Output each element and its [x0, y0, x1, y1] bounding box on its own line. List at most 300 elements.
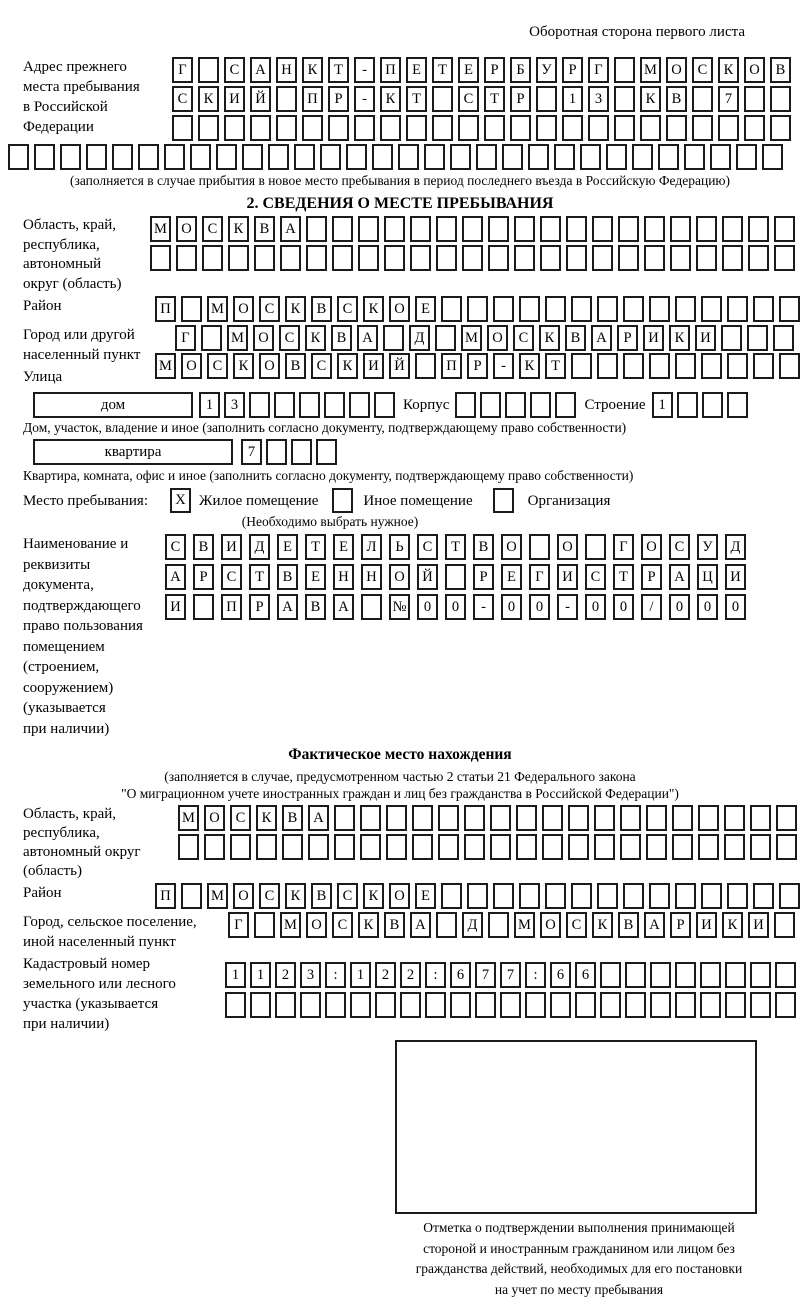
char-cell: [254, 245, 275, 271]
label-line: иной населенный пункт: [23, 932, 228, 952]
char-cell: -: [493, 353, 514, 379]
char-cell: [435, 325, 456, 351]
char-cell: [400, 992, 421, 1018]
char-cell: П: [441, 353, 462, 379]
char-cell: Т: [249, 564, 270, 590]
char-cell: [181, 883, 202, 909]
char-cell: Т: [406, 86, 427, 112]
char-cell: 3: [300, 962, 321, 988]
rayon-row: [155, 296, 800, 322]
char-cell: Е: [333, 534, 354, 560]
char-cell: [320, 144, 341, 170]
char-cell: И: [165, 594, 186, 620]
char-cell: Р: [249, 594, 270, 620]
char-cell: [516, 834, 537, 860]
char-cell: Е: [277, 534, 298, 560]
char-cell: [254, 912, 275, 938]
char-cell: [545, 296, 566, 322]
char-cell: А: [250, 57, 271, 83]
char-cell: [594, 834, 615, 860]
char-cell: [675, 962, 696, 988]
kvartira-line: [33, 439, 800, 465]
char-cell: Т: [484, 86, 505, 112]
char-cell: 3: [588, 86, 609, 112]
char-cell: Н: [276, 57, 297, 83]
residence-type-field: [23, 488, 800, 513]
char-cell: [620, 834, 641, 860]
char-cell: [172, 115, 193, 141]
char-cell: -: [354, 57, 375, 83]
char-cell: У: [697, 534, 718, 560]
char-cell: С: [259, 883, 280, 909]
char-cell: [510, 115, 531, 141]
label-line: земельного или лесного: [23, 974, 225, 994]
char-cell: О: [557, 534, 578, 560]
actual-rayon-row: [155, 883, 800, 909]
char-cell: [614, 115, 635, 141]
char-cell: [623, 296, 644, 322]
char-cell: [519, 296, 540, 322]
char-cell: [606, 144, 627, 170]
char-cell: [585, 534, 606, 560]
char-cell: О: [744, 57, 765, 83]
char-cell: Л: [361, 534, 382, 560]
char-cell: [374, 392, 395, 418]
char-cell: [493, 883, 514, 909]
char-cell: [779, 883, 800, 909]
char-cell: [176, 245, 197, 271]
char-cell: И: [748, 912, 769, 938]
char-cell: Й: [417, 564, 438, 590]
char-cell: 0: [529, 594, 550, 620]
char-cell: [623, 353, 644, 379]
char-cell: [450, 992, 471, 1018]
char-cell: [350, 992, 371, 1018]
char-cell: В: [384, 912, 405, 938]
char-cell: [505, 392, 526, 418]
char-cell: [204, 834, 225, 860]
char-cell: [334, 805, 355, 831]
char-cell: -: [473, 594, 494, 620]
char-cell: [455, 392, 476, 418]
char-cell: [372, 144, 393, 170]
label-line: Отметка о подтверждении выполнения принимающей: [393, 1218, 765, 1239]
char-cell: Г: [228, 912, 249, 938]
char-cell: [644, 216, 665, 242]
prev-address-row-3: [172, 115, 791, 141]
page-header-note: Оборотная сторона первого листа: [0, 24, 800, 41]
char-cell: М: [150, 216, 171, 242]
actual-gorod-field: [23, 912, 800, 952]
char-cell: [438, 834, 459, 860]
gorod-row: [175, 325, 794, 351]
char-cell: В: [305, 594, 326, 620]
char-cell: [242, 144, 263, 170]
char-cell: [332, 216, 353, 242]
char-cell: [571, 296, 592, 322]
char-cell: [280, 245, 301, 271]
char-cell: [467, 296, 488, 322]
actual-oblast-label: [23, 805, 178, 881]
char-cell: [640, 115, 661, 141]
kadastr-row-1: [225, 962, 796, 988]
dom-number-row: [199, 392, 395, 418]
char-cell: К: [305, 325, 326, 351]
char-cell: [216, 144, 237, 170]
char-cell: С: [221, 564, 242, 590]
char-cell: [675, 883, 696, 909]
rayon-field: [23, 296, 800, 322]
char-cell: [762, 144, 783, 170]
char-cell: К: [519, 353, 540, 379]
char-cell: [112, 144, 133, 170]
label-line: Область, край,: [23, 805, 178, 824]
char-cell: [625, 962, 646, 988]
label-line: республика,: [23, 236, 150, 256]
char-cell: [291, 439, 312, 465]
char-cell: [776, 834, 797, 860]
char-cell: [770, 115, 791, 141]
char-cell: [649, 296, 670, 322]
char-cell: [488, 245, 509, 271]
label-line: при наличии): [23, 1014, 225, 1034]
char-cell: О: [641, 534, 662, 560]
char-cell: [502, 144, 523, 170]
char-cell: [164, 144, 185, 170]
char-cell: О: [487, 325, 508, 351]
korpus-row: [455, 392, 576, 418]
char-cell: [700, 992, 721, 1018]
char-cell: О: [181, 353, 202, 379]
stamp-caption: [393, 1218, 765, 1300]
char-cell: К: [363, 296, 384, 322]
char-cell: А: [357, 325, 378, 351]
char-cell: [700, 962, 721, 988]
char-cell: 0: [669, 594, 690, 620]
char-cell: Е: [501, 564, 522, 590]
char-cell: [779, 353, 800, 379]
char-cell: [775, 992, 796, 1018]
char-cell: [441, 883, 462, 909]
char-cell: 0: [501, 594, 522, 620]
char-cell: Т: [432, 57, 453, 83]
char-cell: [432, 86, 453, 112]
char-cell: [696, 245, 717, 271]
actual-oblast-field: [23, 805, 800, 881]
char-cell: А: [165, 564, 186, 590]
label-line: Адрес прежнего: [23, 57, 172, 77]
kadastr-field: [23, 954, 800, 1034]
char-cell: С: [692, 57, 713, 83]
document-label: [23, 534, 165, 739]
char-cell: [8, 144, 29, 170]
char-cell: [597, 296, 618, 322]
char-cell: Р: [510, 86, 531, 112]
char-cell: В: [311, 296, 332, 322]
char-cell: [484, 115, 505, 141]
residence-type-option-zhiloe-label: Жилое помещение: [199, 492, 318, 510]
char-cell: [675, 353, 696, 379]
prev-address-note: (заполняется в случае прибытия в новое место пребывания в период последнего въезда в Российскую Федерацию): [0, 173, 800, 189]
char-cell: №: [389, 594, 410, 620]
char-cell: [722, 245, 743, 271]
char-cell: [588, 115, 609, 141]
char-cell: [445, 564, 466, 590]
char-cell: [436, 216, 457, 242]
char-cell: [753, 353, 774, 379]
char-cell: О: [389, 883, 410, 909]
char-cell: [650, 962, 671, 988]
char-cell: В: [331, 325, 352, 351]
char-cell: [306, 216, 327, 242]
char-cell: 7: [500, 962, 521, 988]
char-cell: Й: [250, 86, 271, 112]
char-cell: [384, 216, 405, 242]
char-cell: И: [224, 86, 245, 112]
char-cell: [727, 392, 748, 418]
residence-type-note: (Необходимо выбрать нужное): [180, 514, 480, 530]
char-cell: К: [198, 86, 219, 112]
char-cell: [225, 992, 246, 1018]
oblast-rows: [150, 216, 795, 271]
char-cell: [632, 144, 653, 170]
kadastr-label: [23, 954, 225, 1034]
char-cell: 2: [400, 962, 421, 988]
char-cell: [575, 992, 596, 1018]
char-cell: П: [221, 594, 242, 620]
char-cell: В: [254, 216, 275, 242]
prev-address-section: [23, 57, 800, 141]
char-cell: [727, 296, 748, 322]
char-cell: 1: [250, 962, 271, 988]
char-cell: С: [172, 86, 193, 112]
prev-address-row-2: [172, 86, 791, 112]
rayon-label: Район: [23, 296, 155, 316]
char-cell: [684, 144, 705, 170]
char-cell: К: [380, 86, 401, 112]
char-cell: [597, 353, 618, 379]
char-cell: [646, 805, 667, 831]
char-cell: Е: [406, 57, 427, 83]
char-cell: П: [155, 883, 176, 909]
char-cell: [620, 805, 641, 831]
char-cell: О: [540, 912, 561, 938]
confirmation-stamp-box: [395, 1040, 757, 1214]
char-cell: А: [280, 216, 301, 242]
actual-location-note-2: "О миграционном учете иностранных граждан и лиц без гражданства в Российской Федерации"): [0, 785, 800, 802]
char-cell: [294, 144, 315, 170]
char-cell: [701, 353, 722, 379]
char-cell: [86, 144, 107, 170]
char-cell: [722, 216, 743, 242]
char-cell: А: [308, 805, 329, 831]
char-cell: [753, 296, 774, 322]
char-cell: [328, 115, 349, 141]
char-cell: [332, 245, 353, 271]
char-cell: [424, 144, 445, 170]
char-cell: У: [536, 57, 557, 83]
char-cell: В: [277, 564, 298, 590]
char-cell: [568, 805, 589, 831]
char-cell: 3: [224, 392, 245, 418]
char-cell: К: [718, 57, 739, 83]
char-cell: [696, 216, 717, 242]
label-line: автономный: [23, 255, 150, 275]
char-cell: И: [695, 325, 716, 351]
char-cell: С: [566, 912, 587, 938]
char-cell: [480, 392, 501, 418]
char-cell: С: [458, 86, 479, 112]
char-cell: [530, 392, 551, 418]
char-cell: [384, 245, 405, 271]
char-cell: С: [513, 325, 534, 351]
char-cell: [542, 805, 563, 831]
oblast-row-2: [150, 245, 795, 271]
char-cell: [324, 392, 345, 418]
char-cell: [692, 115, 713, 141]
char-cell: /: [641, 594, 662, 620]
char-cell: [276, 86, 297, 112]
label-line: автономный округ: [23, 843, 178, 862]
label-line: в Российской: [23, 97, 172, 117]
char-cell: [666, 115, 687, 141]
char-cell: [250, 115, 271, 141]
actual-rayon-field: [23, 883, 800, 909]
char-cell: 7: [241, 439, 262, 465]
ulitsa-field: [23, 353, 800, 387]
actual-location-title: Фактическое место нахождения: [0, 745, 800, 764]
char-cell: [725, 962, 746, 988]
char-cell: К: [285, 883, 306, 909]
char-cell: И: [725, 564, 746, 590]
char-cell: [747, 325, 768, 351]
char-cell: А: [277, 594, 298, 620]
char-cell: [623, 883, 644, 909]
char-cell: [592, 245, 613, 271]
char-cell: [774, 912, 795, 938]
char-cell: О: [233, 883, 254, 909]
char-cell: [500, 992, 521, 1018]
label-line: Город, сельское поселение,: [23, 912, 228, 932]
char-cell: О: [176, 216, 197, 242]
char-cell: Г: [172, 57, 193, 83]
char-cell: [525, 992, 546, 1018]
char-cell: [594, 805, 615, 831]
char-cell: [450, 144, 471, 170]
char-cell: [540, 245, 561, 271]
document-field: [23, 534, 800, 739]
char-cell: [224, 115, 245, 141]
document-rows: [165, 534, 746, 620]
char-cell: В: [618, 912, 639, 938]
char-cell: [649, 883, 670, 909]
label-line: на учет по месту пребывания: [393, 1280, 765, 1300]
char-cell: [386, 805, 407, 831]
label-line: гражданства действий, необходимых для его постановки: [393, 1259, 765, 1280]
char-cell: [748, 245, 769, 271]
prev-address-row-1: [172, 57, 791, 83]
char-cell: О: [389, 564, 410, 590]
char-cell: [360, 805, 381, 831]
char-cell: [516, 805, 537, 831]
actual-location-note-1: (заполняется в случае, предусмотренном частью 2 статьи 21 Федерального закона: [0, 768, 800, 785]
char-cell: [727, 883, 748, 909]
char-cell: С: [279, 325, 300, 351]
document-row-2: [165, 564, 746, 590]
char-cell: [432, 115, 453, 141]
char-cell: [190, 144, 211, 170]
char-cell: О: [501, 534, 522, 560]
char-cell: [721, 325, 742, 351]
label-line: Федерации: [23, 117, 172, 137]
char-cell: С: [165, 534, 186, 560]
char-cell: [774, 216, 795, 242]
char-cell: [774, 245, 795, 271]
oblast-field: [23, 216, 800, 294]
char-cell: [358, 216, 379, 242]
char-cell: Т: [305, 534, 326, 560]
char-cell: 7: [718, 86, 739, 112]
char-cell: [600, 962, 621, 988]
ulitsa-label: Улица: [23, 353, 155, 387]
char-cell: В: [666, 86, 687, 112]
char-cell: К: [539, 325, 560, 351]
char-cell: [276, 115, 297, 141]
char-cell: С: [202, 216, 223, 242]
char-cell: О: [666, 57, 687, 83]
char-cell: К: [337, 353, 358, 379]
char-cell: [150, 245, 171, 271]
char-cell: [625, 992, 646, 1018]
char-cell: Д: [462, 912, 483, 938]
kadastr-rows: [225, 962, 796, 1018]
char-cell: [592, 216, 613, 242]
char-cell: [306, 245, 327, 271]
char-cell: П: [155, 296, 176, 322]
oblast-label: [23, 216, 150, 294]
char-cell: 6: [550, 962, 571, 988]
char-cell: [773, 325, 794, 351]
char-cell: [597, 883, 618, 909]
prev-address-row-4: [8, 144, 800, 170]
char-cell: Й: [389, 353, 410, 379]
char-cell: [568, 834, 589, 860]
char-cell: Е: [415, 883, 436, 909]
label-line: документа, подтверждающего: [23, 575, 165, 616]
char-cell: [354, 115, 375, 141]
char-cell: К: [669, 325, 690, 351]
char-cell: [750, 805, 771, 831]
char-cell: В: [282, 805, 303, 831]
actual-gorod-row: [228, 912, 795, 938]
actual-gorod-label: [23, 912, 228, 952]
char-cell: 1: [199, 392, 220, 418]
char-cell: Г: [613, 534, 634, 560]
char-cell: А: [333, 594, 354, 620]
char-cell: Н: [333, 564, 354, 590]
char-cell: [562, 115, 583, 141]
char-cell: [193, 594, 214, 620]
char-cell: М: [280, 912, 301, 938]
char-cell: С: [669, 534, 690, 560]
char-cell: [675, 296, 696, 322]
char-cell: К: [302, 57, 323, 83]
char-cell: [542, 834, 563, 860]
char-cell: [181, 296, 202, 322]
char-cell: [250, 992, 271, 1018]
char-cell: [692, 86, 713, 112]
stroenie-label: Строение: [584, 396, 645, 414]
